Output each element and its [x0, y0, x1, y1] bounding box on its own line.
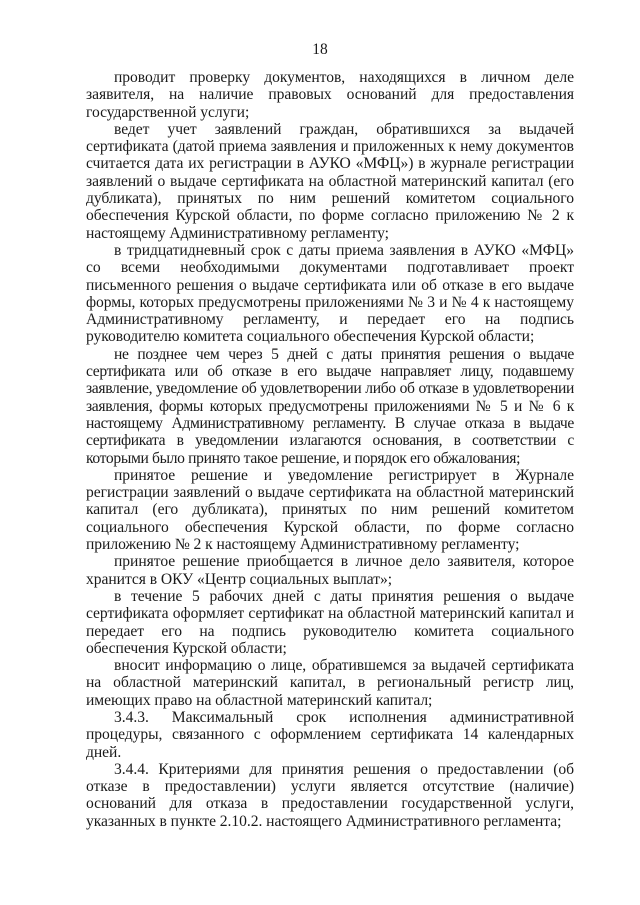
paragraph: 3.4.3. Максимальный срок исполнения административной процедуры, связанного с оформлением сертификата 14 календарных дней.	[86, 708, 574, 761]
document-body	[86, 69, 574, 830]
paragraph: вносит информацию о лице, обратившемся за выдачей сертификата на областной материнский капитал, в региональный регистр лиц, имеющих право на областной материнский капитал;	[86, 657, 574, 709]
paragraph: принятое решение и уведомление регистрирует в Журнале регистрации заявлений о выдаче сертификата на областной материнский капитал (его дубликата), принятых по ним решений комитетом социального обеспечения Курской области, по форме согласно приложению № 2 к настоящему Административному регламенту;	[86, 466, 574, 554]
paragraph: ведет учет заявлений граждан, обратившихся за выдачей сертификата (датой приема заявления и приложенных к нему документов считается дата их регистрации в АУКО «МФЦ») в журнале регистрации заявлений о выдаче сертификата на областной материнский капитал (его дубликата), принятых по ним решений комитетом социального обеспечения Курской области, по форме согласно приложению № 2 к настоящему Административному регламенту;	[86, 120, 574, 242]
page-number: 18	[312, 41, 328, 58]
paragraph: принятое решение приобщается в личное дело заявителя, которое хранится в ОКУ «Центр социальных выплат»;	[86, 553, 574, 588]
paragraph: в тридцатидневный срок с даты приема заявления в АУКО «МФЦ» со всеми необходимыми документами подготавливает проект письменного решения о выдаче сертификата или об отказе в его выдаче формы, которых предусмотрены приложениями № 3 и № 4 к настоящему Административному регламенту, и передает его на подпись руководителю комитета социального обеспечения Курской области;	[86, 241, 574, 346]
paragraph: в течение 5 рабочих дней с даты принятия решения о выдаче сертификата оформляет сертификат на областной материнский капитал и передает его на подпись руководителю комитета социального обеспечения Курской области;	[86, 587, 574, 657]
paragraph: не позднее чем через 5 дней с даты принятия решения о выдаче сертификата или об отказе в его выдаче направляет лицу, подавшему заявление, уведомление об удовлетворении либо об отказе в удовлетворении заявления, формы которых предусмотрены приложениями № 5 и № 6 к настоящему Административному регламенту. В случае отказа в выдаче сертификата в уведомлении излагаются основания, в соответствии с которыми было принято такое решение, и порядок его обжалования;	[86, 345, 574, 467]
paragraph: 3.4.4. Критериями для принятия решения о предоставлении (об отказе в предоставлении) услуги является отсутствие (наличие) оснований для отказа в предоставлении государственной услуги, указанных в пункте 2.10.2. настоящего Административного регламента;	[86, 760, 574, 830]
paragraph: проводит проверку документов, находящихся в личном деле заявителя, на наличие правовых оснований для предоставления государственной услуги;	[86, 69, 574, 121]
